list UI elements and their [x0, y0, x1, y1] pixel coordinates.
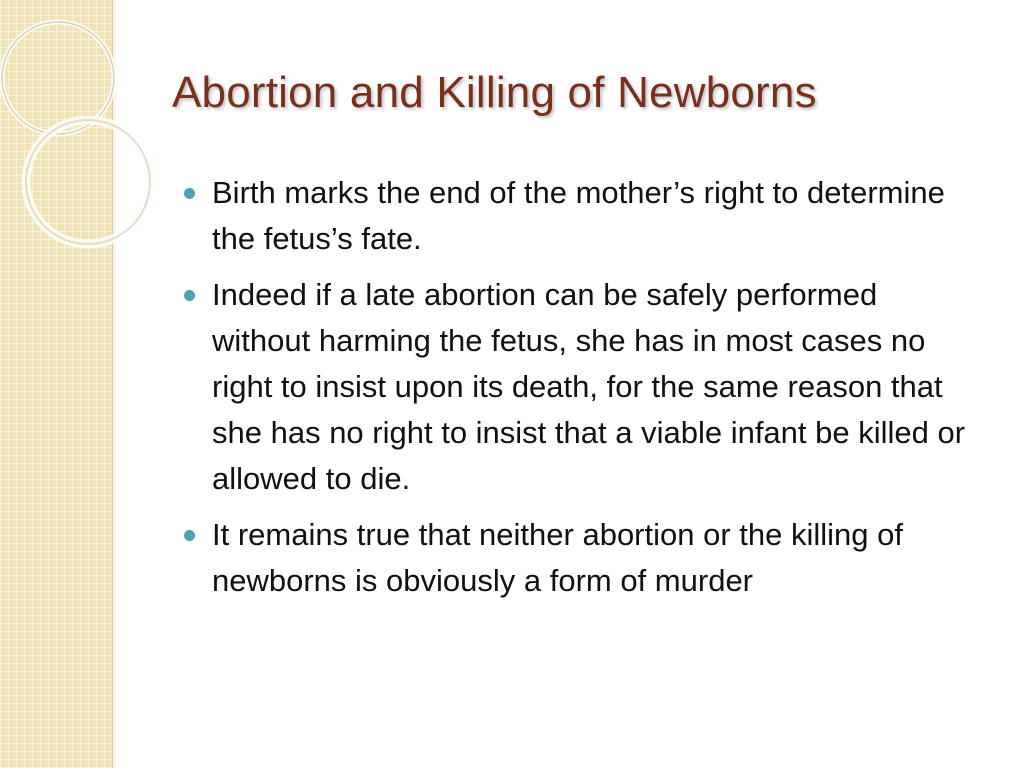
- bullet-text: It remains true that neither abortion or the killing of newborns is obviously a form of murder: [212, 517, 903, 598]
- bullet-list: [184, 170, 984, 614]
- bullet-item: [184, 272, 984, 502]
- bullet-item: [184, 512, 984, 604]
- bullet-dot-icon: [184, 188, 195, 199]
- bullet-item: [184, 170, 984, 262]
- bullet-dot-icon: [184, 290, 195, 301]
- side-band-shadow: [112, 0, 118, 768]
- bullet-text: Indeed if a late abortion can be safely performed without harming the fetus, she has in most cases no right to insist upon its death, for the same reason that she has no right to insist that a viable infant be killed or allowed to die.: [212, 277, 966, 496]
- bullet-text: Birth marks the end of the mother’s right to determine the fetus’s fate.: [212, 175, 945, 256]
- bullet-dot-icon: [184, 530, 195, 541]
- decorative-side-band: [0, 0, 113, 768]
- slide-title: Abortion and Killing of Newborns: [172, 68, 817, 117]
